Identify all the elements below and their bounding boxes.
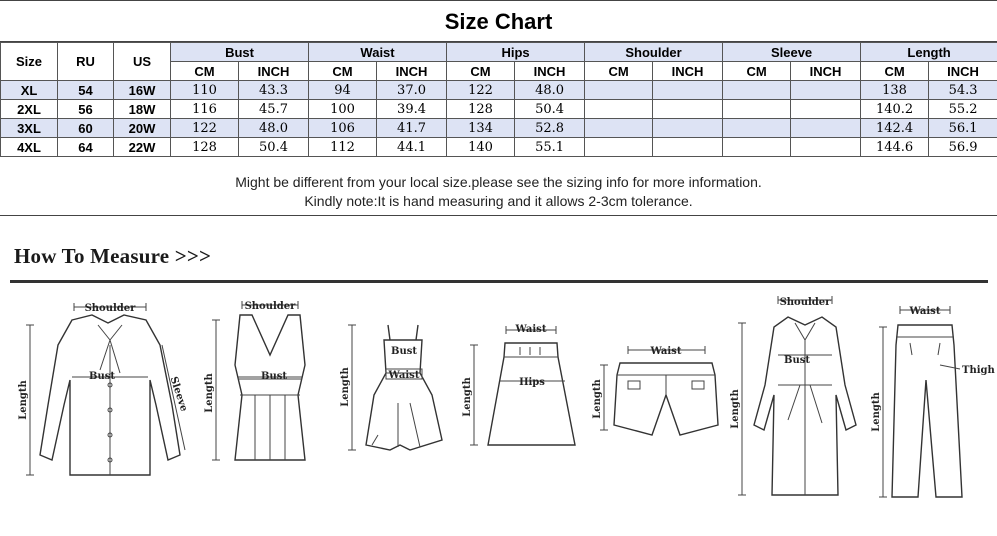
cm-header: CM [447, 62, 515, 81]
length-cm-cell: 144.6 [861, 138, 929, 157]
table-row [1, 138, 997, 157]
bust-cm-cell: 128 [171, 138, 239, 157]
sleeve-header: Sleeve [723, 43, 861, 62]
length-cm-cell: 138 [861, 81, 929, 100]
waist-inch-cell: 44.1 [377, 138, 447, 157]
skirt-figure [462, 324, 575, 445]
bust-inch-cell: 43.3 [239, 81, 309, 100]
cm-header: CM [585, 62, 653, 81]
table-row [1, 100, 997, 119]
waist-cm-cell: 94 [309, 81, 377, 100]
hips-inch-cell: 55.1 [515, 138, 585, 157]
us-cell: 20W [114, 119, 171, 138]
shoulder-inch-cell [653, 119, 723, 138]
sleeve-cm-cell [723, 81, 791, 100]
shorts-figure [592, 346, 718, 435]
shoulder-cm-cell [585, 119, 653, 138]
length-header: Length [861, 43, 997, 62]
waist-label: Waist [515, 324, 547, 335]
bust-label: Bust [391, 346, 417, 357]
size-cell: 2XL [1, 100, 58, 119]
dress-figure [340, 325, 442, 450]
shoulder-label: Shoulder [779, 297, 831, 308]
bust-cm-cell: 122 [171, 119, 239, 138]
sleeve-inch-cell [791, 100, 861, 119]
shoulder-header: Shoulder [585, 43, 723, 62]
size-header: Size [1, 43, 58, 81]
waist-cm-cell: 106 [309, 119, 377, 138]
bust-cm-cell: 110 [171, 81, 239, 100]
hips-cm-cell: 122 [447, 81, 515, 100]
length-label: Length [204, 373, 215, 413]
length-label: Length [340, 367, 351, 407]
measurement-illustrations [0, 285, 997, 536]
length-label: Length [592, 379, 603, 419]
hips-header: Hips [447, 43, 585, 62]
us-cell: 16W [114, 81, 171, 100]
waist-label: Waist [650, 346, 682, 357]
page-title: Size Chart [0, 0, 997, 42]
shoulder-label: Shoulder [84, 303, 136, 314]
length-inch-cell: 55.2 [929, 100, 997, 119]
us-header: US [114, 43, 171, 81]
sizing-notes [0, 162, 997, 216]
hips-cm-cell: 140 [447, 138, 515, 157]
inch-header: INCH [377, 62, 447, 81]
size-cell: 4XL [1, 138, 58, 157]
hips-cm-cell: 134 [447, 119, 515, 138]
length-inch-cell: 56.9 [929, 138, 997, 157]
shoulder-cm-cell [585, 100, 653, 119]
length-cm-cell: 142.4 [861, 119, 929, 138]
bust-inch-cell: 45.7 [239, 100, 309, 119]
shirt-figure [18, 303, 189, 475]
inch-header: INCH [653, 62, 723, 81]
waist-label: Waist [388, 370, 420, 381]
waist-inch-cell: 37.0 [377, 81, 447, 100]
bust-label: Bust [784, 355, 810, 366]
ru-cell: 54 [58, 81, 114, 100]
ru-cell: 56 [58, 100, 114, 119]
hips-cm-cell: 128 [447, 100, 515, 119]
shoulder-inch-cell [653, 138, 723, 157]
length-inch-cell: 56.1 [929, 119, 997, 138]
waist-inch-cell: 41.7 [377, 119, 447, 138]
cm-header: CM [723, 62, 791, 81]
inch-header: INCH [791, 62, 861, 81]
note-line-2: Kindly note:It is hand measuring and it allows 2-3cm tolerance. [304, 193, 693, 209]
size-cell: 3XL [1, 119, 58, 138]
trousers-figure [871, 306, 996, 497]
sleeve-inch-cell [791, 119, 861, 138]
note-line-1: Might be different from your local size.please see the sizing info for more information. [235, 174, 762, 190]
cm-header: CM [861, 62, 929, 81]
sleeve-cm-cell [723, 119, 791, 138]
waist-cm-cell: 112 [309, 138, 377, 157]
waist-header: Waist [309, 43, 447, 62]
cm-header: CM [309, 62, 377, 81]
waist-cm-cell: 100 [309, 100, 377, 119]
tank-top-figure [204, 301, 305, 460]
sleeve-cm-cell [723, 138, 791, 157]
us-cell: 18W [114, 100, 171, 119]
bust-inch-cell: 50.4 [239, 138, 309, 157]
hips-inch-cell: 50.4 [515, 100, 585, 119]
coat-figure [730, 296, 856, 495]
sleeve-inch-cell [791, 138, 861, 157]
length-label: Length [18, 380, 29, 420]
hips-label: Hips [519, 377, 545, 388]
shoulder-cm-cell [585, 138, 653, 157]
ru-cell: 64 [58, 138, 114, 157]
bust-header: Bust [171, 43, 309, 62]
length-cm-cell: 140.2 [861, 100, 929, 119]
waist-label: Waist [909, 306, 941, 317]
table-row [1, 119, 997, 138]
hips-inch-cell: 48.0 [515, 81, 585, 100]
length-inch-cell: 54.3 [929, 81, 997, 100]
hips-inch-cell: 52.8 [515, 119, 585, 138]
us-cell: 22W [114, 138, 171, 157]
how-to-measure-title: How To Measure >>> [14, 244, 212, 268]
size-cell: XL [1, 81, 58, 100]
length-label: Length [730, 389, 741, 429]
inch-header: INCH [929, 62, 997, 81]
shoulder-cm-cell [585, 81, 653, 100]
ru-header: RU [58, 43, 114, 81]
ru-cell: 60 [58, 119, 114, 138]
bust-cm-cell: 116 [171, 100, 239, 119]
bust-label: Bust [89, 371, 115, 382]
sleeve-cm-cell [723, 100, 791, 119]
sleeve-inch-cell [791, 81, 861, 100]
table-row [1, 81, 997, 100]
shoulder-inch-cell [653, 100, 723, 119]
shoulder-inch-cell [653, 81, 723, 100]
shoulder-label: Shoulder [244, 301, 296, 312]
sleeve-label: Sleeve [167, 375, 190, 414]
inch-header: INCH [515, 62, 585, 81]
length-label: Length [871, 392, 882, 432]
inch-header: INCH [239, 62, 309, 81]
thigh-label: Thigh [962, 365, 995, 376]
length-label: Length [462, 377, 473, 417]
bust-inch-cell: 48.0 [239, 119, 309, 138]
cm-header: CM [171, 62, 239, 81]
size-table [0, 42, 997, 157]
bust-label: Bust [261, 371, 287, 382]
waist-inch-cell: 39.4 [377, 100, 447, 119]
section-divider [10, 280, 988, 283]
